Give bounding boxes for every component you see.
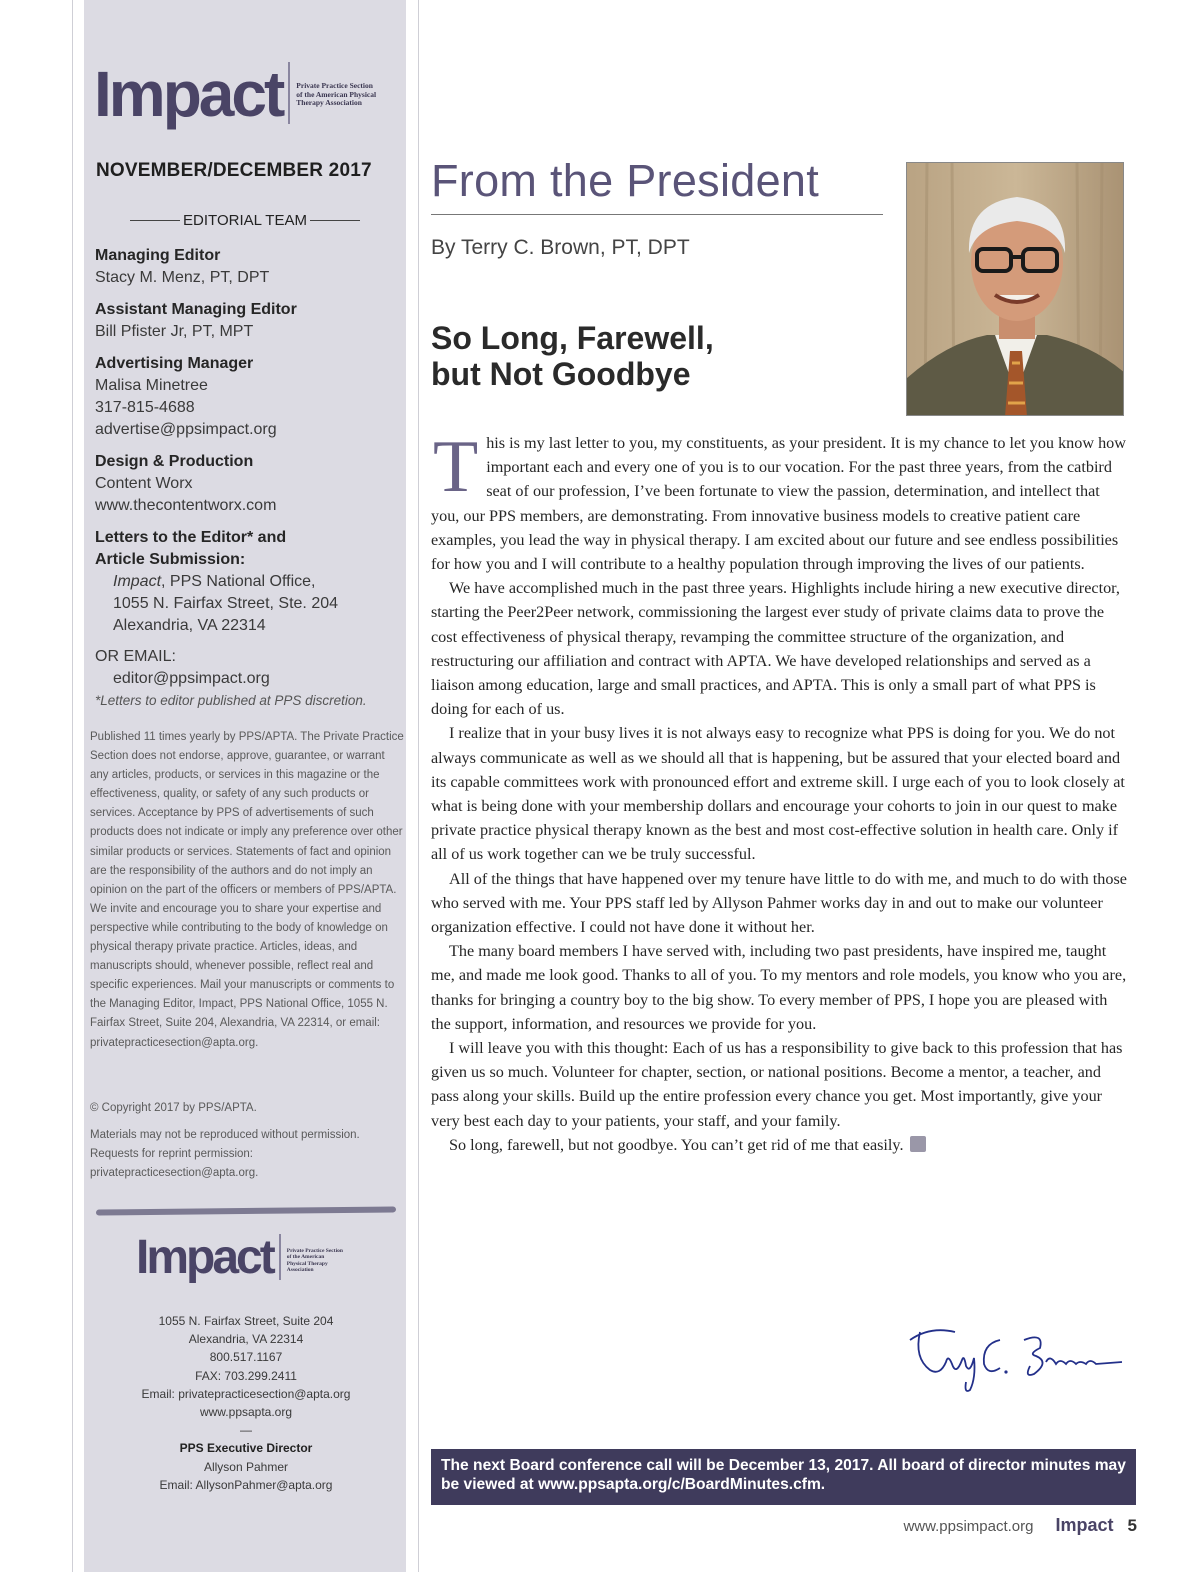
letters-note: *Letters to editor published at PPS discretion. [95, 693, 367, 708]
headline-line-1: So Long, Farewell, [431, 320, 714, 356]
logo-tagline-small: Private Practice Section of the American Physical Therapy Association [286, 1248, 343, 1273]
article-paragraph: We have accomplished much in the past three years. Highlights include hiring a new executive director, starting the Peer2Peer network, commissioning the largest ever study of private claims data to prove the cost effectiveness of physical therapy, revamping the committee structure of the organization, and restructuring our affiliation and contract with APTA. We have developed relationships and served as a liaison among education, large and small practices, and APTA. This is only a small part of what PPS is doing for each of us. [431, 579, 1120, 719]
pps-address-block [95, 1312, 397, 1494]
advertising-phone: 317-815-4688 [95, 399, 195, 416]
advertising-block [95, 353, 277, 441]
footer-magazine-name: Impact [1055, 1515, 1114, 1535]
advertising-role: Advertising Manager [95, 355, 254, 372]
reproduction-text: Materials may not be reproduced without permission. Requests for reprint permission: privatepracticesection@apta.org. [90, 1129, 360, 1180]
heading-rule-left [130, 220, 180, 221]
article-paragraph-last [431, 1133, 1127, 1157]
address-email[interactable]: Email: privatepracticesection@apta.org [141, 1386, 351, 1401]
impact-logo [94, 58, 377, 130]
exec-director-name: Allyson Pahmer [203, 1459, 289, 1474]
address-street: 1055 N. Fairfax Street, Suite 204 [158, 1314, 334, 1328]
article-paragraph [431, 426, 1127, 576]
editorial-team-label: EDITORIAL TEAM [183, 212, 307, 229]
footer-url[interactable]: www.ppsimpact.org [903, 1518, 1034, 1535]
exec-director-title: PPS Executive Director [179, 1441, 313, 1456]
article-paragraph: I realize that in your busy lives it is not always easy to recognize what PPS is doing for you. We do not always communicate as well as we should all that is happening, but be assured that your elected board and its capable committees work with pronounced effort and extreme skill. I urge each of you to look closely at what is being done with your membership dollars and encourage your cohorts to join in our quest to make private practice physical therapy known as the best and most cost-effective solution in health care. Only if all of us work together can we be truly successful. [431, 724, 1125, 864]
letters-email[interactable]: editor@ppsimpact.org [113, 670, 270, 687]
letters-office [95, 571, 338, 593]
author-portrait [906, 162, 1124, 416]
letters-block [95, 527, 338, 690]
disclaimer-text: Published 11 times yearly by PPS/APTA. The Private Practice Section does not endorse, approve, guarantee, or warrant any articles, products, or services in this magazine or the effectiveness, quality, or safety of any such products or services. Acceptance by PPS of advertisements of such products does not indicate or imply any preference over other similar products or services. Statements of fact and opinion are the responsibility of the authors and do not imply an opinion on the part of the officers or members of PPS/APTA. We invite and encourage you to share your expertise and perspective while contributing to the body of knowledge on physical therapy private practice. Articles, ideas, and manuscripts should, whenever possible, reflect real and specific experiences. Mail your manuscripts or comments to the Managing Editor, Impact, PPS National Office, 1055 N. Fairfax Street, Suite 204, Alexandria, VA 22314, or email: privatepracticesection@apta.org. [90, 731, 404, 1049]
article-paragraph: The many board members I have served with, including two past presidents, have inspired me, taught me, and made me look good. Thanks to all of you. To my mentors and role models, you know who you are, thanks for bringing a country boy to the big show. To every member of PPS, I hope you are pleased with the support, information, and resources we provide for you. [431, 942, 1127, 1033]
exec-director-email[interactable]: Email: AllysonPahmer@apta.org [159, 1477, 333, 1492]
design-block [95, 451, 276, 517]
managing-editor-block [95, 245, 269, 289]
address-fax: FAX: 703.299.2411 [195, 1368, 297, 1383]
letters-street: 1055 N. Fairfax Street, Ste. 204 [113, 595, 339, 612]
article-paragraph: I will leave you with this thought: Each of us has a responsibility to give back to this profession that has given us so much. Volunteer for chapter, section, or national positions. Become a mentor, a teacher, and pass along your skills. Build up the entire profession every chance you get. Most importantly, give your very best each day to your patients, your staff, and your family. [431, 1039, 1123, 1130]
title-rule [431, 214, 883, 215]
column-divider [418, 0, 419, 1572]
design-url[interactable]: www.thecontentworx.com [95, 497, 277, 514]
logo-divider [288, 62, 290, 124]
paragraph-text: his is my last letter to you, my constituents, as your president. It is my chance to let you know how important each and every one of you is to our vocation. For the past three years, from the catbird seat of our profession, I’ve been fortunate to view the passion, determination, and intellect that you, our PPS members, are demonstrating. From innovative business models to creative patient care examples, you lead the way in physical therapy. I am excited about our future and see endless possibilities for how you and I will contribute to a healthy population through improving the lives of our patients. [431, 434, 1126, 574]
handwritten-signature [900, 1318, 1130, 1398]
article-paragraph: All of the things that have happened over my tenure have little to do with me, and much to do with those who served with me. Your PPS staff led by Allyson Pahmer works day in and out to make our volunteer organization effective. I could not have done it without her. [431, 869, 1127, 937]
letters-office-rest: , PPS National Office, [161, 573, 316, 590]
letters-role-line1: Letters to the Editor* and [95, 529, 287, 546]
letters-or-email: OR EMAIL: [95, 648, 176, 665]
letters-city: Alexandria, VA 22314 [113, 617, 266, 634]
copyright-text: © Copyright 2017 by PPS/APTA. [90, 1102, 257, 1114]
logo-tagline: Private Practice Section of the American Physical Therapy Association [296, 81, 377, 108]
board-conference-notice: The next Board conference call will be December 13, 2017. All board of director minutes may be viewed at www.ppsapta.org/c/BoardMinutes.cfm. [431, 1449, 1136, 1505]
drop-cap: T [433, 426, 479, 508]
byline: By Terry C. Brown, PT, DPT [431, 236, 690, 259]
design-role: Design & Production [95, 453, 254, 470]
page-number: 5 [1127, 1516, 1137, 1535]
issue-date: NOVEMBER/DECEMBER 2017 [96, 160, 372, 181]
address-separator: — [240, 1423, 252, 1438]
assistant-editor-name: Bill Pfister Jr, PT, MPT [95, 323, 254, 340]
advertising-name: Malisa Minetree [95, 377, 208, 394]
page-edge-rule [72, 0, 73, 1572]
assistant-editor-role: Assistant Managing Editor [95, 301, 297, 318]
assistant-editor-block [95, 299, 297, 343]
article-body [431, 426, 1127, 1157]
heading-rule-right [310, 220, 360, 221]
address-web[interactable]: www.ppsapta.org [199, 1405, 293, 1420]
end-of-article-icon [910, 1136, 926, 1152]
managing-editor-role: Managing Editor [95, 247, 221, 264]
article-headline [431, 320, 714, 392]
advertising-email[interactable]: advertise@ppsimpact.org [95, 421, 277, 438]
page-footer [903, 1515, 1137, 1536]
managing-editor-name: Stacy M. Menz, PT, DPT [95, 269, 270, 286]
section-title: From the President [431, 155, 820, 206]
address-phone: 800.517.1167 [209, 1350, 283, 1365]
letters-office-italic: Impact [113, 573, 162, 590]
signature [900, 1318, 1130, 1403]
address-city: Alexandria, VA 22314 [188, 1332, 304, 1347]
editorial-team-heading [130, 212, 360, 229]
portrait-illustration [907, 163, 1124, 416]
impact-logo-small [136, 1231, 345, 1284]
logo-wordmark: Impact [94, 58, 283, 130]
design-name: Content Worx [95, 475, 193, 492]
paragraph-text: So long, farewell, but not goodbye. You can’t get rid of me that easily. [449, 1135, 904, 1154]
logo-wordmark-small: Impact [136, 1231, 273, 1284]
logo-divider-small [279, 1234, 281, 1280]
letters-role-line2: Article Submission: [95, 551, 246, 568]
headline-line-2: but Not Goodbye [431, 356, 691, 392]
